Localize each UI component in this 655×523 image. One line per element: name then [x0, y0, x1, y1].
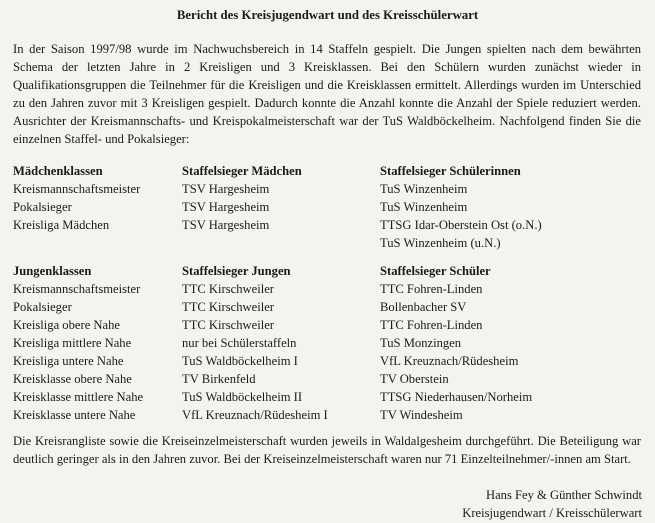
winner-boys: TuS Waldböckelheim II	[182, 390, 303, 404]
column-header-schoolgirls: Staffelsieger Schülerinnen	[380, 164, 521, 178]
column-header-classes: Jungenklassen	[13, 264, 92, 278]
class-name: Kreisklasse untere Nahe	[13, 408, 136, 422]
class-name: Kreismannschaftsmeister	[13, 182, 141, 196]
table-row	[13, 406, 643, 424]
winner-boys: TTC Kirschweiler	[182, 318, 274, 332]
table-header-row	[13, 262, 643, 280]
table-row	[13, 234, 643, 252]
girls-winners-table	[13, 162, 643, 252]
winner-girls: TSV Hargesheim	[182, 182, 270, 196]
winner-schoolboys: Bollenbacher SV	[380, 300, 467, 314]
column-header-girls: Staffelsieger Mädchen	[182, 164, 302, 178]
winner-schoolgirls: TuS Winzenheim	[380, 182, 468, 196]
table-header-row	[13, 162, 643, 180]
class-name: Kreisliga mittlere Nahe	[13, 336, 132, 350]
winner-schoolboys: TTC Fohren-Linden	[380, 318, 483, 332]
winner-schoolgirls: TuS Winzenheim (u.N.)	[380, 236, 501, 250]
winner-schoolboys: TuS Monzingen	[380, 336, 462, 350]
column-header-classes: Mädchenklassen	[13, 164, 103, 178]
winner-boys: TV Birkenfeld	[182, 372, 256, 386]
intro-paragraph: In der Saison 1997/98 wurde im Nachwuchsbereich in 14 Staffeln gespielt. Die Jungen spielten nach dem bewährten Schema der letzten Jahre in 2 Kreisligen und 3 Kreisklassen. Bei den Schülern wurden zunächst wieder in Qualifikationsgruppen die Teilnehmer für die Kreisligen und die Kreisklassen ermittelt. Allerdings wurden im Unterschied zu den Jahren zuvor mit 3 Kreisligen gespielt. Dadurch konnte die Anzahl konnte die Anzahl der Spiele reduziert werden. Ausrichter der Kreismannschafts- und Kreispokalmeisterschaft war der TuS Waldböckelheim. Nachfolgend finden Sie die einzelnen Staffel- und Pokalsieger:	[13, 42, 641, 146]
table-row	[13, 180, 643, 198]
winner-boys: nur bei Schülerstaffeln	[182, 336, 297, 350]
winner-schoolgirls: TTSG Idar-Oberstein Ost (o.N.)	[380, 218, 542, 232]
winner-girls: TSV Hargesheim	[182, 200, 270, 214]
document-title: Bericht des Kreisjugendwart und des Kreisschülerwart	[176, 8, 479, 22]
table-row	[13, 370, 643, 388]
table-row	[13, 298, 643, 316]
class-name: Kreisliga untere Nahe	[13, 354, 124, 368]
winner-schoolboys: TTSG Niederhausen/Norheim	[380, 390, 533, 404]
column-header-schoolboys: Staffelsieger Schüler	[380, 264, 491, 278]
table-row	[13, 352, 643, 370]
winner-schoolgirls: TuS Winzenheim	[380, 200, 468, 214]
winner-schoolboys: TV Windesheim	[380, 408, 463, 422]
winner-girls: TSV Hargesheim	[182, 218, 270, 232]
winner-schoolboys: TV Oberstein	[380, 372, 449, 386]
table-row	[13, 334, 643, 352]
class-name: Pokalsieger	[13, 300, 72, 314]
column-header-boys: Staffelsieger Jungen	[182, 264, 291, 278]
table-row	[13, 316, 643, 334]
class-name: Kreisklasse obere Nahe	[13, 372, 132, 386]
winner-boys: VfL Kreuznach/Rüdesheim I	[182, 408, 328, 422]
signature-names: Hans Fey & Günther Schwindt	[485, 488, 642, 502]
table-row	[13, 388, 643, 406]
class-name: Kreismannschaftsmeister	[13, 282, 141, 296]
boys-winners-table	[13, 262, 643, 424]
closing-paragraph: Die Kreisrangliste sowie die Kreiseinzelmeisterschaft wurden jeweils in Waldalgesheim durchgeführt. Die Beteiligung war deutlich geringer als in den Jahren zuvor. Bei der Kreiseinzelmeisterschaft waren nur 71 Einzelteilnehmer/-innen am Start.	[13, 434, 641, 466]
table-row	[13, 280, 643, 298]
class-name: Kreisliga obere Nahe	[13, 318, 120, 332]
winner-boys: TTC Kirschweiler	[182, 300, 274, 314]
winner-boys: TTC Kirschweiler	[182, 282, 274, 296]
winner-schoolboys: TTC Fohren-Linden	[380, 282, 483, 296]
table-row	[13, 216, 643, 234]
winner-boys: TuS Waldböckelheim I	[182, 354, 298, 368]
table-row	[13, 198, 643, 216]
class-name: Pokalsieger	[13, 200, 72, 214]
signature-roles: Kreisjugendwart / Kreisschülerwart	[462, 506, 642, 520]
class-name: Kreisliga Mädchen	[13, 218, 110, 232]
winner-schoolboys: VfL Kreuznach/Rüdesheim	[380, 354, 519, 368]
class-name: Kreisklasse mittlere Nahe	[13, 390, 144, 404]
